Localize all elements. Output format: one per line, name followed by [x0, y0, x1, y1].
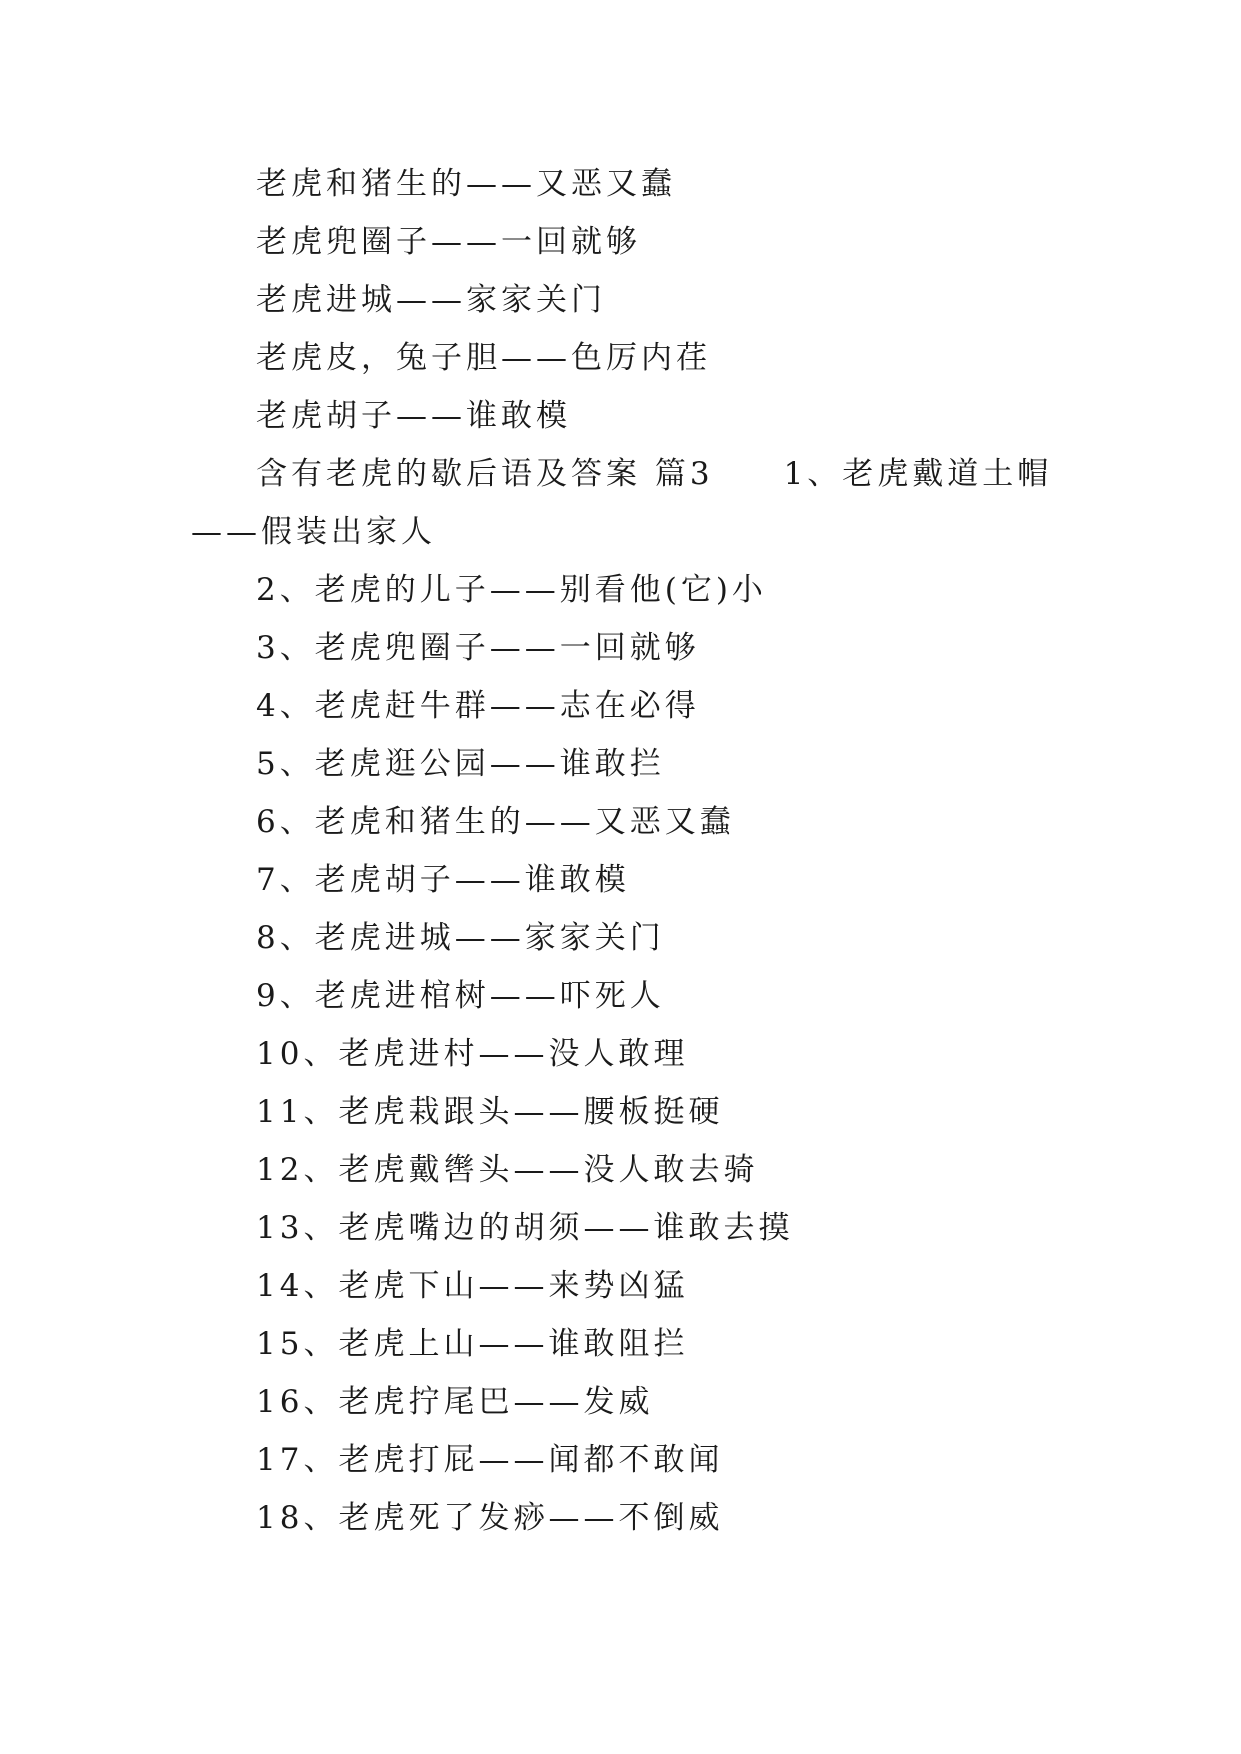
list-item: 11、老虎栽跟头——腰板挺硬	[256, 1094, 724, 1130]
list-item: 9、老虎进棺树——吓死人	[256, 978, 665, 1014]
text-line: 老虎进城——家家关门	[256, 282, 606, 318]
list-item: 18、老虎死了发痧——不倒威	[256, 1500, 724, 1536]
list-item: 13、老虎嘴边的胡须——谁敢去摸	[256, 1210, 794, 1246]
list-item: 8、老虎进城——家家关门	[256, 920, 665, 956]
list-item: 3、老虎兜圈子——一回就够	[256, 630, 700, 666]
list-item: 14、老虎下山——来势凶猛	[256, 1268, 689, 1304]
text-line: 老虎兜圈子——一回就够	[256, 224, 641, 260]
list-item: 6、老虎和猪生的——又恶又蠢	[256, 804, 735, 840]
text-line: 老虎皮，兔子胆——色厉内荏	[256, 340, 711, 376]
list-item: 4、老虎赶牛群——志在必得	[256, 688, 700, 724]
text-line: 老虎和猪生的——又恶又蠢	[256, 166, 676, 202]
list-item: 16、老虎拧尾巴——发威	[256, 1384, 654, 1420]
text-line: ——假装出家人	[191, 514, 436, 550]
list-item: 5、老虎逛公园——谁敢拦	[256, 746, 665, 782]
text-line: 老虎胡子——谁敢模	[256, 398, 571, 434]
list-item: 10、老虎进村——没人敢理	[256, 1036, 689, 1072]
list-item: 7、老虎胡子——谁敢模	[256, 862, 630, 898]
list-item: 17、老虎打屁——闻都不敢闻	[256, 1442, 724, 1478]
list-item: 15、老虎上山——谁敢阻拦	[256, 1326, 689, 1362]
list-item: 12、老虎戴辔头——没人敢去骑	[256, 1152, 759, 1188]
section-heading-line: 含有老虎的歇后语及答案 篇3 1、老虎戴道土帽	[256, 456, 1053, 492]
list-item: 2、老虎的儿子——别看他(它)小	[256, 572, 767, 608]
